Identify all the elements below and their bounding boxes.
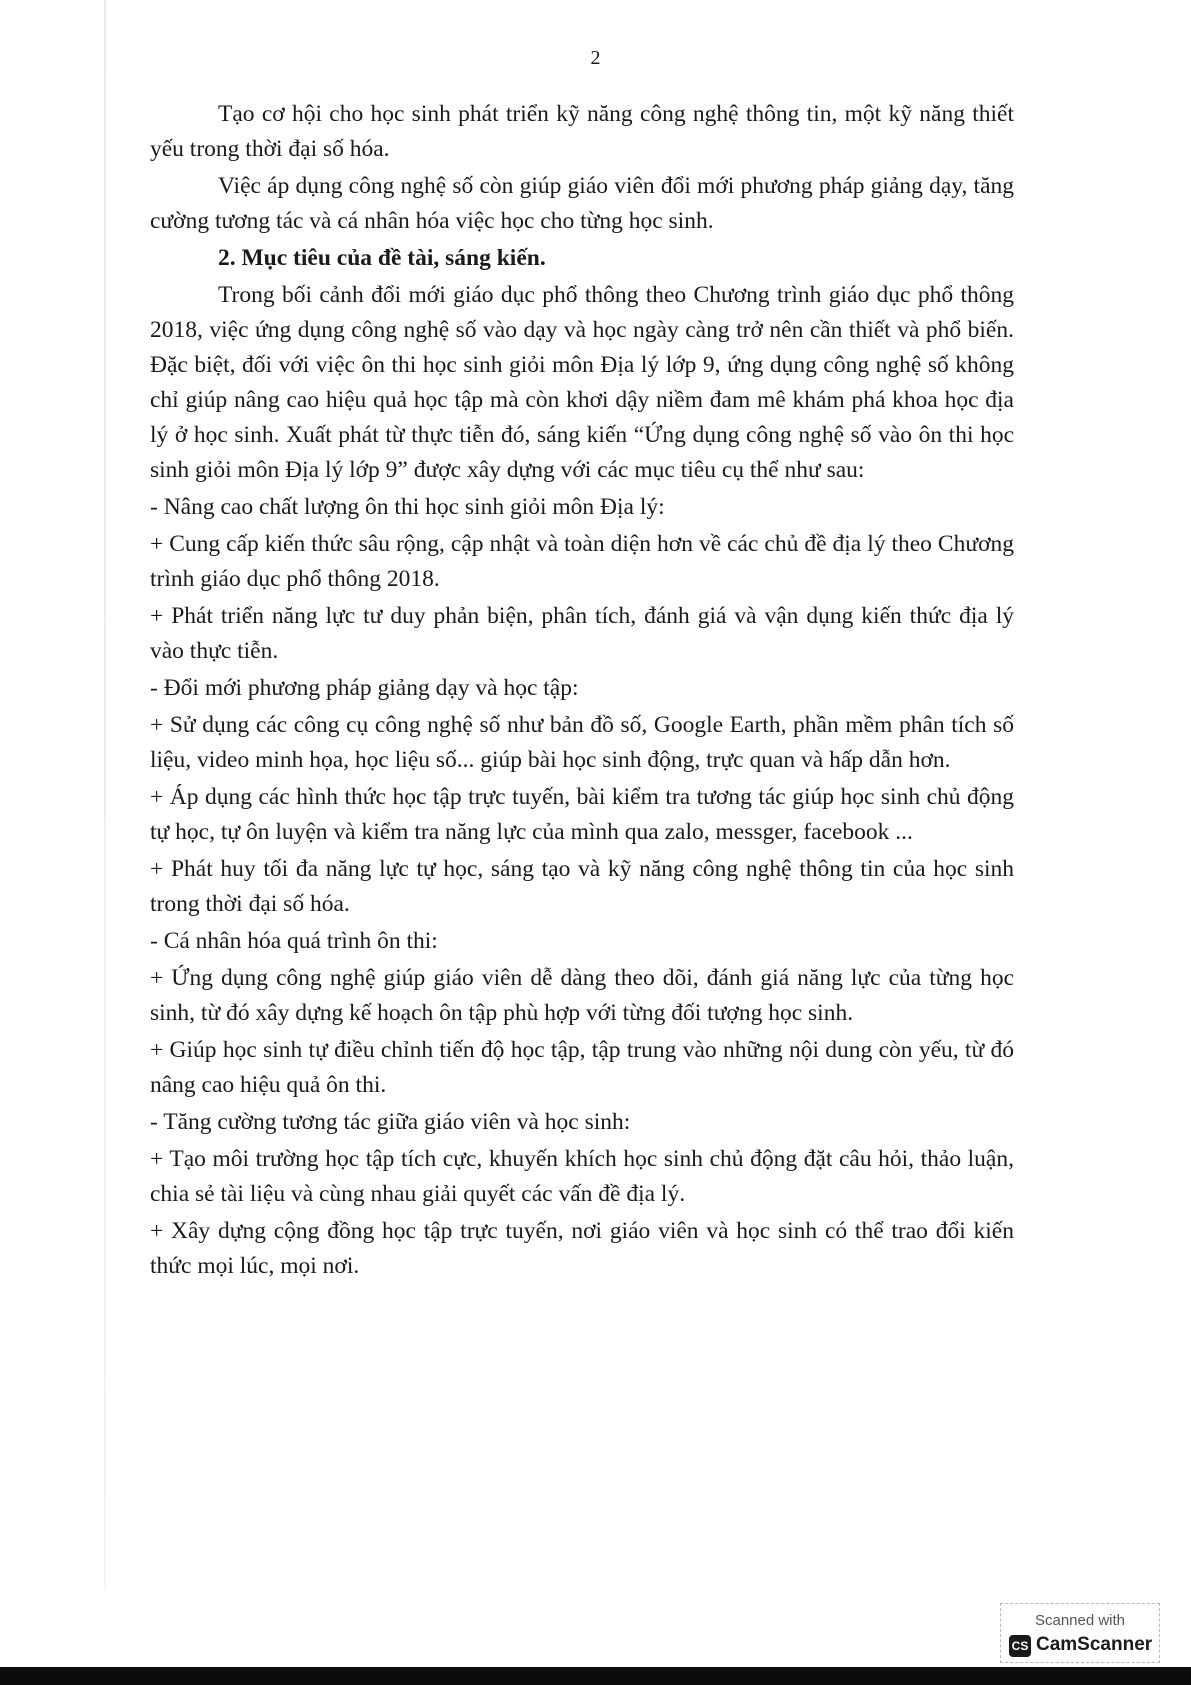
list-subitem-pacing: + Giúp học sinh tự điều chỉnh tiến độ học tập, tập trung vào những nội dung còn yếu, từ đó nâng cao hiệu quả ôn thi. [150, 1037, 1014, 1098]
camscanner-logo-icon: CS [1009, 1635, 1031, 1657]
section-heading-objectives: 2. Mục tiêu của đề tài, sáng kiến. [218, 245, 546, 271]
badge-app-name: CamScanner [1036, 1634, 1153, 1655]
document-body [150, 97, 1014, 1286]
scan-page-edge [104, 0, 106, 1590]
badge-scanned-with: Scanned with [1034, 1612, 1126, 1629]
list-subitem-online-learning: + Áp dụng các hình thức học tập trực tuyến, bài kiểm tra tương tác giúp học sinh chủ động tự học, tự ôn luyện và kiểm tra năng lực của mình qua zalo, messger, facebook ... [150, 784, 1014, 845]
paragraph-teaching-innovation: Việc áp dụng công nghệ số còn giúp giáo viên đổi mới phương pháp giảng dạy, tăng cường tương tác và cá nhân hóa việc học cho từng học sinh. [150, 173, 1014, 234]
list-subitem-knowledge: + Cung cấp kiến thức sâu rộng, cập nhật và toàn diện hơn về các chủ đề địa lý theo Chương trình giáo dục phổ thông 2018. [150, 531, 1014, 592]
camscanner-watermark [1000, 1603, 1160, 1663]
paragraph-context: Trong bối cảnh đổi mới giáo dục phổ thông theo Chương trình giáo dục phổ thông 2018, việc ứng dụng công nghệ số vào dạy và học ngày càng trở nên cần thiết và phổ biến. Đặc biệt, đối với việc ôn thi học sinh giỏi môn Địa lý lớp 9, ứng dụng công nghệ số không chỉ giúp nâng cao hiệu quả học tập mà còn khơi dậy niềm đam mê khám phá khoa học địa lý ở học sinh. Xuất phát từ thực tiễn đó, sáng kiến “Ứng dụng công nghệ số vào ôn thi học sinh giỏi môn Địa lý lớp 9” được xây dựng với các mục tiêu cụ thể như sau: [150, 282, 1014, 483]
list-subitem-environment: + Tạo môi trường học tập tích cực, khuyến khích học sinh chủ động đặt câu hỏi, thảo luận, chia sẻ tài liệu và cùng nhau giải quyết các vấn đề địa lý. [150, 1146, 1014, 1207]
list-item-quality: - Nâng cao chất lượng ôn thi học sinh giỏi môn Địa lý: [150, 494, 665, 520]
paragraph-it-skills: Tạo cơ hội cho học sinh phát triển kỹ năng công nghệ thông tin, một kỹ năng thiết yếu trong thời đại số hóa. [150, 101, 1014, 162]
list-subitem-self-study: + Phát huy tối đa năng lực tự học, sáng tạo và kỹ năng công nghệ thông tin của học sinh trong thời đại số hóa. [150, 856, 1014, 917]
list-item-interaction: - Tăng cường tương tác giữa giáo viên và học sinh: [150, 1109, 631, 1135]
list-item-personalization: - Cá nhân hóa quá trình ôn thi: [150, 928, 438, 954]
list-subitem-tracking: + Ứng dụng công nghệ giúp giáo viên dễ dàng theo dõi, đánh giá năng lực của từng học sinh, từ đó xây dựng kế hoạch ôn tập phù hợp với từng đối tượng học sinh. [150, 965, 1014, 1026]
scan-bottom-border [0, 1667, 1191, 1685]
page-number: 2 [590, 47, 601, 69]
list-item-methods: - Đổi mới phương pháp giảng dạy và học tập: [150, 675, 579, 701]
list-subitem-community: + Xây dựng cộng đồng học tập trực tuyến, nơi giáo viên và học sinh có thể trao đổi kiến thức mọi lúc, mọi nơi. [150, 1218, 1014, 1279]
list-subitem-critical-thinking: + Phát triển năng lực tư duy phản biện, phân tích, đánh giá và vận dụng kiến thức địa lý vào thực tiễn. [150, 603, 1014, 664]
list-subitem-digital-tools: + Sử dụng các công cụ công nghệ số như bản đồ số, Google Earth, phần mềm phân tích số liệu, video minh họa, học liệu số... giúp bài học sinh động, trực quan và hấp dẫn hơn. [150, 712, 1014, 773]
